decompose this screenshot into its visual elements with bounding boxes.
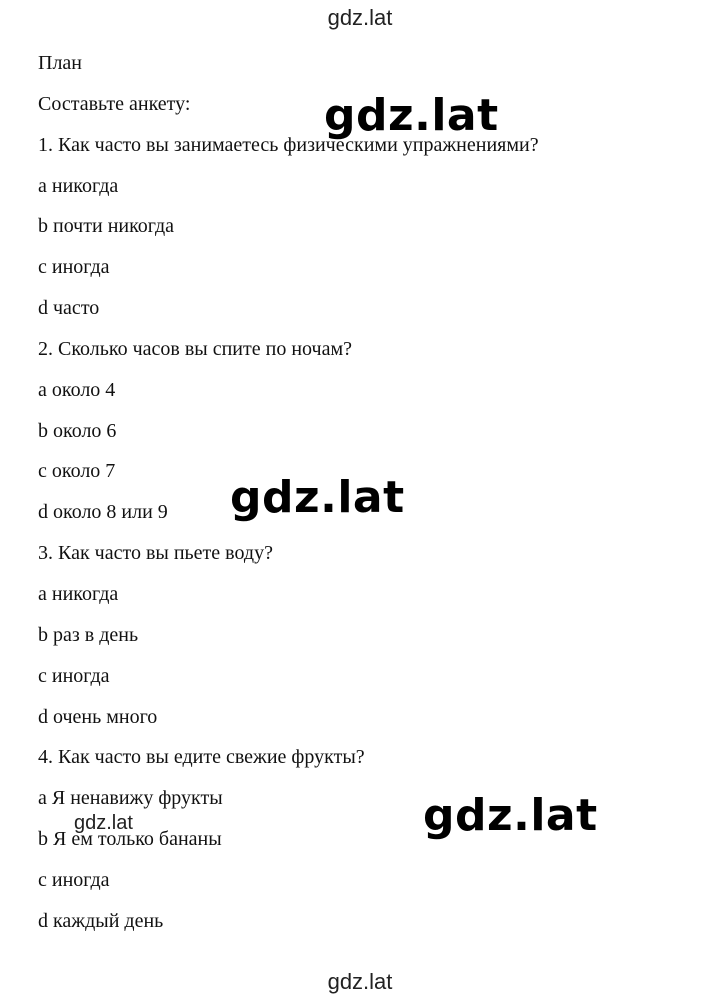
- question-3-option-c: c иногда: [38, 664, 110, 687]
- document-intro: Составьте анкету:: [38, 92, 191, 115]
- question-1-option-a: a никогда: [38, 174, 119, 197]
- question-1-option-c: c иногда: [38, 256, 110, 279]
- question-4-option-d: d каждый день: [38, 909, 164, 932]
- question-1-option-b: b почти никогда: [38, 215, 175, 238]
- question-4-option-a: a Я ненавижу фрукты: [38, 787, 223, 810]
- question-3: 3. Как часто вы пьете воду?: [38, 542, 273, 565]
- question-2: 2. Сколько часов вы спите по ночам?: [38, 337, 352, 360]
- question-4-option-b: b Я ем только бананы: [38, 828, 222, 851]
- watermark-bottom: gdz.lat: [327, 969, 393, 994]
- watermark-top: gdz.lat: [327, 5, 393, 30]
- document-heading: План: [38, 52, 83, 74]
- question-1: 1. Как часто вы занимаетесь физическими упражнениями?: [38, 133, 539, 156]
- question-4: 4. Как часто вы едите свежие фрукты?: [38, 746, 365, 769]
- watermark-large-2: gdz.lat: [230, 472, 405, 523]
- question-2-option-c: c около 7: [38, 460, 116, 483]
- question-3-option-a: a никогда: [38, 582, 119, 605]
- question-3-option-b: b раз в день: [38, 623, 139, 646]
- question-2-option-d: d около 8 или 9: [38, 501, 168, 524]
- question-2-option-b: b около 6: [38, 419, 117, 442]
- question-1-option-d: d часто: [38, 297, 100, 320]
- watermark-small: gdz.lat: [74, 812, 133, 834]
- question-3-option-d: d очень много: [38, 705, 158, 728]
- question-4-option-c: c иногда: [38, 868, 110, 891]
- watermark-large-3: gdz.lat: [423, 790, 598, 841]
- watermark-large-1: gdz.lat: [324, 90, 499, 141]
- question-2-option-a: a около 4: [38, 378, 116, 401]
